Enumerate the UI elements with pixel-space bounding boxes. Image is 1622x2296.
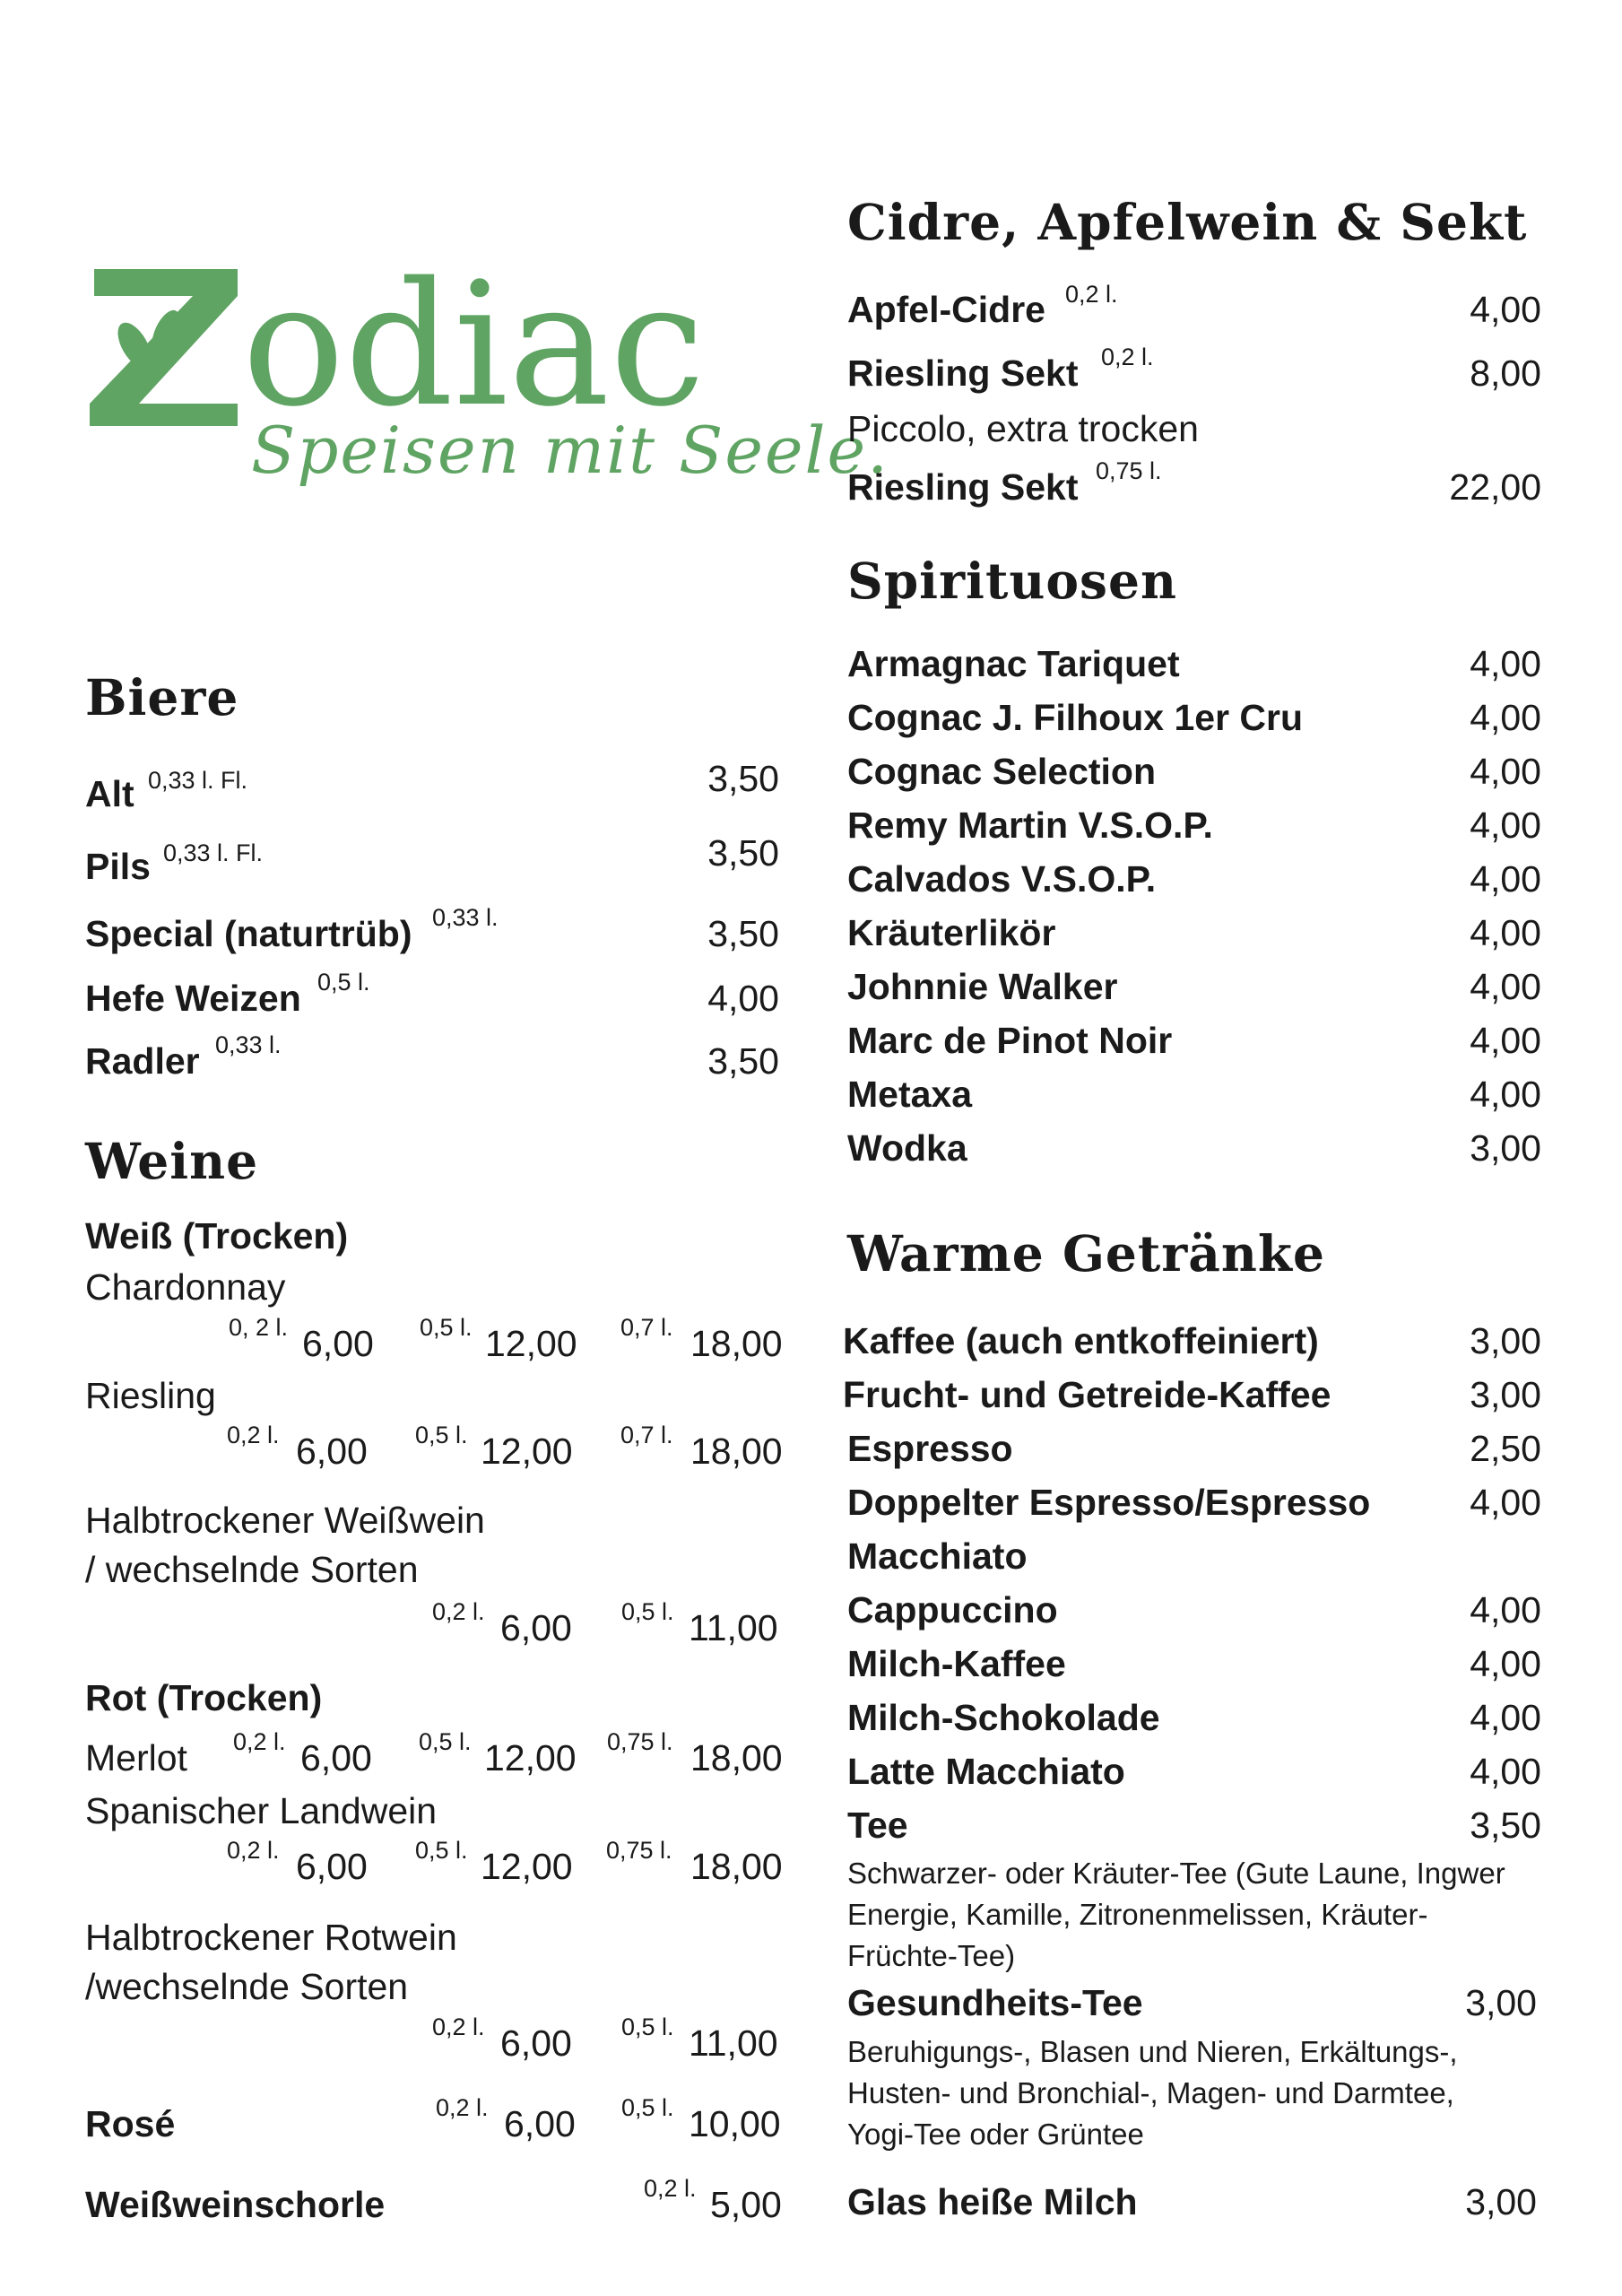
rot-subtitle: Rot (Trocken) [85,1677,323,1718]
spirituosen-title: Spirituosen [847,552,1177,610]
weiss-subtitle: Weiß (Trocken) [85,1215,349,1257]
weine-title: Weine [85,1132,259,1190]
logo-tagline: Speisen mit Seele. [251,413,890,488]
chardonnay-name: Chardonnay [85,1266,286,1308]
tee-description: Schwarzer- oder Kräuter-Tee (Gute Laune, Ingwer Energie, Kamille, Zitronenmelissen, Kräuter-Früchte-Tee) [847,1857,1505,1972]
cidre-title: Cidre, Apfelwein & Sekt [847,193,1528,251]
riesling-name: Riesling [85,1375,216,1416]
biere-title: Biere [85,668,239,726]
gesund-description: Beruhigungs-, Blasen und Nieren, Erkältungs-, Husten- und Bronchial-, Magen- und Darmtee, Yogi-Tee oder Grüntee [847,2035,1458,2151]
logo-wordmark-rest: odiac [242,246,706,444]
warm-title: Warme Getränke [847,1224,1326,1283]
